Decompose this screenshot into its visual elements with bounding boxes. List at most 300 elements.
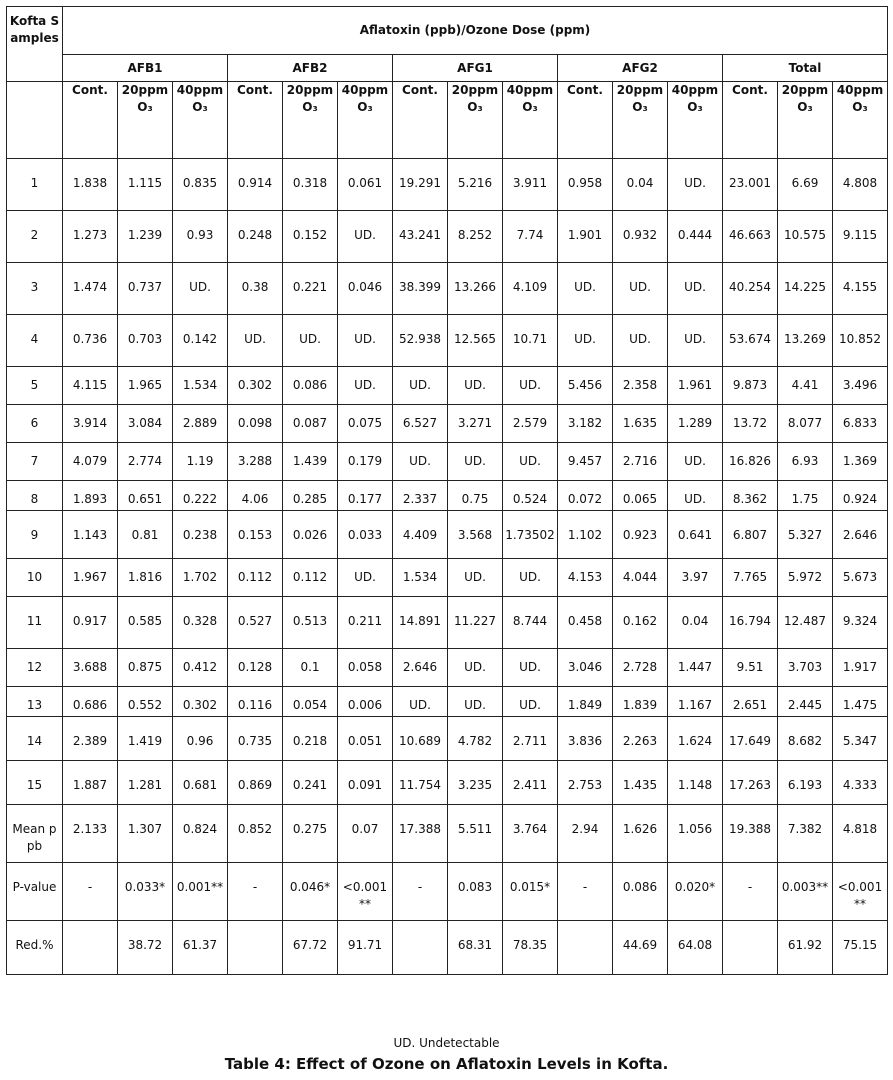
table-cell: 6.833 (833, 405, 888, 443)
table-cell: UD. (503, 687, 558, 717)
table-row (7, 597, 888, 649)
table-cell: 10.71 (503, 315, 558, 367)
sub-header: 20ppm O₃ (613, 82, 668, 159)
table-cell: 3.496 (833, 367, 888, 405)
table-cell: 0.328 (173, 597, 228, 649)
table-cell: 0.1 (283, 649, 338, 687)
table-cell: 4.782 (448, 717, 503, 761)
table-cell: 4.818 (833, 805, 888, 863)
table-cell: 0.412 (173, 649, 228, 687)
table-row (7, 443, 888, 481)
table-cell: 1.474 (63, 263, 118, 315)
table-cell: 0.075 (338, 405, 393, 443)
table-cell: 16.794 (723, 597, 778, 649)
table-cell: 6.93 (778, 443, 833, 481)
table-cell: 0.020* (668, 863, 723, 921)
sub-header: 40ppm O₃ (503, 82, 558, 159)
table-cell: 9.873 (723, 367, 778, 405)
table-cell: UD. (338, 211, 393, 263)
table-cell: 0.552 (118, 687, 173, 717)
table-cell: 1.961 (668, 367, 723, 405)
table-cell: 2.133 (63, 805, 118, 863)
table-cell: UD. (668, 315, 723, 367)
table-cell: 0.015* (503, 863, 558, 921)
table-cell: 0.585 (118, 597, 173, 649)
table-cell: 1.369 (833, 443, 888, 481)
corner-header: Kofta Samples (7, 7, 63, 82)
table-cell: 10.689 (393, 717, 448, 761)
table-cell: 14.891 (393, 597, 448, 649)
table-cell: UD. (338, 367, 393, 405)
table-cell: 9.457 (558, 443, 613, 481)
table-cell: 1.289 (668, 405, 723, 443)
table-cell: 1.419 (118, 717, 173, 761)
table-cell: 1.143 (63, 511, 118, 559)
row-label: 12 (7, 649, 63, 687)
table-row (7, 559, 888, 597)
table-cell: 40.254 (723, 263, 778, 315)
table-cell: UD. (668, 481, 723, 511)
table-cell: 0.686 (63, 687, 118, 717)
table-cell: 1.901 (558, 211, 613, 263)
table-cell: 7.382 (778, 805, 833, 863)
table-cell: UD. (448, 559, 503, 597)
table-cell: 0.924 (833, 481, 888, 511)
table-cell: 3.182 (558, 405, 613, 443)
table-cell: 0.086 (283, 367, 338, 405)
table-cell: - (558, 863, 613, 921)
group-header: AFG2 (558, 55, 723, 82)
table-cell: 12.565 (448, 315, 503, 367)
group-header: AFB1 (63, 55, 228, 82)
row-label: 11 (7, 597, 63, 649)
table-cell: 5.673 (833, 559, 888, 597)
table-cell: 0.153 (228, 511, 283, 559)
table-cell: 0.091 (338, 761, 393, 805)
row-label: 3 (7, 263, 63, 315)
table-cell: 1.887 (63, 761, 118, 805)
super-header: Aflatoxin (ppb)/Ozone Dose (ppm) (63, 7, 888, 55)
row-label: Mean ppb (7, 805, 63, 863)
group-header: Total (723, 55, 888, 82)
row-label: 10 (7, 559, 63, 597)
table-cell: 5.327 (778, 511, 833, 559)
table-cell: 0.875 (118, 649, 173, 687)
table-cell: 0.058 (338, 649, 393, 687)
table-cell: 10.575 (778, 211, 833, 263)
table-cell: 11.227 (448, 597, 503, 649)
table-cell: 0.248 (228, 211, 283, 263)
table-cell: 0.869 (228, 761, 283, 805)
table-cell: 0.003** (778, 863, 833, 921)
table-cell: 2.445 (778, 687, 833, 717)
table-cell: 0.641 (668, 511, 723, 559)
table-cell: UD. (448, 367, 503, 405)
table-cell: 4.41 (778, 367, 833, 405)
table-cell: 0.179 (338, 443, 393, 481)
table-cell: 0.065 (613, 481, 668, 511)
table-cell: 1.75 (778, 481, 833, 511)
table-cell: - (63, 863, 118, 921)
table-cell: 3.764 (503, 805, 558, 863)
table-cell: UD. (668, 263, 723, 315)
table-cell: 1.967 (63, 559, 118, 597)
table-cell: 16.826 (723, 443, 778, 481)
table-cell: UD. (558, 263, 613, 315)
table-cell: 0.736 (63, 315, 118, 367)
table-cell: UD. (558, 315, 613, 367)
table-cell: 0.93 (173, 211, 228, 263)
table-cell: 1.893 (63, 481, 118, 511)
table-cell: 78.35 (503, 921, 558, 975)
table-cell: 8.744 (503, 597, 558, 649)
table-cell: UD. (338, 315, 393, 367)
table-cell: 1.635 (613, 405, 668, 443)
sub-header: Cont. (63, 82, 118, 159)
table-cell: - (723, 863, 778, 921)
sub-header: Cont. (393, 82, 448, 159)
table-cell: 3.688 (63, 649, 118, 687)
table-cell: 0.285 (283, 481, 338, 511)
table-cell: 43.241 (393, 211, 448, 263)
table-cell: UD. (173, 263, 228, 315)
table-cell: 3.911 (503, 159, 558, 211)
table-row (7, 717, 888, 761)
table-cell: UD. (503, 559, 558, 597)
corner-header-spacer (7, 82, 63, 159)
table-cell: 1.307 (118, 805, 173, 863)
table-cell: 4.06 (228, 481, 283, 511)
table-cell: 0.527 (228, 597, 283, 649)
table-cell (558, 921, 613, 975)
row-label: 5 (7, 367, 63, 405)
sub-header: 40ppm O₃ (668, 82, 723, 159)
table-cell: 1.624 (668, 717, 723, 761)
table-cell: 0.072 (558, 481, 613, 511)
table-cell: 67.72 (283, 921, 338, 975)
table-cell: 1.447 (668, 649, 723, 687)
table-cell: 0.033 (338, 511, 393, 559)
table-cell: UD. (613, 263, 668, 315)
table-cell: 1.273 (63, 211, 118, 263)
table-cell: 0.275 (283, 805, 338, 863)
table-cell: <0.001** (833, 863, 888, 921)
table-row (7, 263, 888, 315)
table-cell: 0.923 (613, 511, 668, 559)
table-cell: 0.098 (228, 405, 283, 443)
table-cell: 0.087 (283, 405, 338, 443)
table-cell: 2.646 (833, 511, 888, 559)
table-cell: UD. (338, 559, 393, 597)
table-cell: 1.281 (118, 761, 173, 805)
table-row (7, 315, 888, 367)
table-cell: 19.388 (723, 805, 778, 863)
table-cell: 1.965 (118, 367, 173, 405)
table-cell: 2.579 (503, 405, 558, 443)
table-cell: 1.917 (833, 649, 888, 687)
table-cell: 0.241 (283, 761, 338, 805)
table-cell: 0.222 (173, 481, 228, 511)
table-cell: 0.04 (613, 159, 668, 211)
table-cell: 6.807 (723, 511, 778, 559)
table-cell: 0.318 (283, 159, 338, 211)
table-cell: 0.006 (338, 687, 393, 717)
row-label: Red.% (7, 921, 63, 975)
row-label: 1 (7, 159, 63, 211)
table-cell (228, 921, 283, 975)
table-cell: 6.193 (778, 761, 833, 805)
table-cell: 3.271 (448, 405, 503, 443)
sub-header: 40ppm O₃ (833, 82, 888, 159)
table-cell: 0.083 (448, 863, 503, 921)
table-cell: UD. (668, 443, 723, 481)
sub-header: Cont. (558, 82, 613, 159)
sub-header: Cont. (723, 82, 778, 159)
table-cell: 0.81 (118, 511, 173, 559)
table-cell: 2.358 (613, 367, 668, 405)
row-label: 7 (7, 443, 63, 481)
row-label: 13 (7, 687, 63, 717)
table-cell: UD. (668, 159, 723, 211)
table-cell: 5.216 (448, 159, 503, 211)
table-cell: 14.225 (778, 263, 833, 315)
table-cell: 13.72 (723, 405, 778, 443)
table-cell: 3.046 (558, 649, 613, 687)
table-cell: 3.97 (668, 559, 723, 597)
table-cell: 17.263 (723, 761, 778, 805)
table-row (7, 687, 888, 717)
table-cell: 4.115 (63, 367, 118, 405)
table-cell: 2.711 (503, 717, 558, 761)
table-cell: 1.702 (173, 559, 228, 597)
table-cell: 0.086 (613, 863, 668, 921)
table-cell: 19.291 (393, 159, 448, 211)
table-cell: 0.033* (118, 863, 173, 921)
table-cell: 4.079 (63, 443, 118, 481)
table-row (7, 511, 888, 559)
table-cell: 0.177 (338, 481, 393, 511)
table-cell: 4.109 (503, 263, 558, 315)
table-cell: 6.69 (778, 159, 833, 211)
table-cell: 1.056 (668, 805, 723, 863)
table-cell (63, 921, 118, 975)
table-cell: 0.026 (283, 511, 338, 559)
table-cell: 1.102 (558, 511, 613, 559)
sub-header: 20ppm O₃ (448, 82, 503, 159)
table-cell: UD. (393, 443, 448, 481)
group-header: AFB2 (228, 55, 393, 82)
table-cell: 6.527 (393, 405, 448, 443)
table-cell: 0.444 (668, 211, 723, 263)
table-cell: 10.852 (833, 315, 888, 367)
table-cell: 17.649 (723, 717, 778, 761)
table-cell: 0.116 (228, 687, 283, 717)
table-cell: 0.458 (558, 597, 613, 649)
table-cell: 3.703 (778, 649, 833, 687)
table-cell: 4.409 (393, 511, 448, 559)
row-label: 14 (7, 717, 63, 761)
table-row (7, 211, 888, 263)
table-cell: 0.737 (118, 263, 173, 315)
table-cell: UD. (448, 649, 503, 687)
table-cell: 8.682 (778, 717, 833, 761)
table-cell: 0.218 (283, 717, 338, 761)
table-cell: 1.849 (558, 687, 613, 717)
table-cell: 1.475 (833, 687, 888, 717)
table-cell (723, 921, 778, 975)
table-cell: 64.08 (668, 921, 723, 975)
table-cell: UD. (503, 443, 558, 481)
table-cell: 0.152 (283, 211, 338, 263)
table-caption: Table 4: Effect of Ozone on Aflatoxin Levels in Kofta. (224, 1055, 669, 1073)
table-cell: UD. (448, 687, 503, 717)
row-label: P-value (7, 863, 63, 921)
table-cell: UD. (503, 649, 558, 687)
table-cell: 12.487 (778, 597, 833, 649)
table-cell: 1.626 (613, 805, 668, 863)
table-cell: 1.148 (668, 761, 723, 805)
row-label: 6 (7, 405, 63, 443)
table-cell: 0.302 (173, 687, 228, 717)
table-cell: 0.703 (118, 315, 173, 367)
table-cell: 13.266 (448, 263, 503, 315)
table-cell: 2.411 (503, 761, 558, 805)
table-cell: 53.674 (723, 315, 778, 367)
table-cell: 4.153 (558, 559, 613, 597)
table-cell: 0.128 (228, 649, 283, 687)
sub-header: 40ppm O₃ (173, 82, 228, 159)
table-row (7, 863, 888, 921)
row-label: 8 (7, 481, 63, 511)
table-cell: 1.838 (63, 159, 118, 211)
table-cell: 2.94 (558, 805, 613, 863)
table-cell: 2.728 (613, 649, 668, 687)
table-cell: 0.651 (118, 481, 173, 511)
table-cell: - (228, 863, 283, 921)
table-cell: 0.238 (173, 511, 228, 559)
table-cell: 4.155 (833, 263, 888, 315)
table-cell: 2.337 (393, 481, 448, 511)
table-cell: 91.71 (338, 921, 393, 975)
table-cell: 38.72 (118, 921, 173, 975)
table-cell: 0.054 (283, 687, 338, 717)
table-row (7, 761, 888, 805)
table-cell: 2.753 (558, 761, 613, 805)
table-cell: 1.239 (118, 211, 173, 263)
table-cell: 3.235 (448, 761, 503, 805)
table-row (7, 159, 888, 211)
table-cell: 2.646 (393, 649, 448, 687)
table-cell: 17.388 (393, 805, 448, 863)
table-cell: 46.663 (723, 211, 778, 263)
table-cell: 61.37 (173, 921, 228, 975)
table-cell: 0.211 (338, 597, 393, 649)
table-cell: 23.001 (723, 159, 778, 211)
table-cell: 44.69 (613, 921, 668, 975)
table-cell: 68.31 (448, 921, 503, 975)
table-cell: 9.115 (833, 211, 888, 263)
table-cell: 0.932 (613, 211, 668, 263)
row-label: 15 (7, 761, 63, 805)
table-cell: 0.112 (228, 559, 283, 597)
table-row (7, 367, 888, 405)
table-cell: 0.142 (173, 315, 228, 367)
sub-header: 20ppm O₃ (778, 82, 833, 159)
table-cell: UD. (448, 443, 503, 481)
table-cell: 0.681 (173, 761, 228, 805)
table-cell: 0.07 (338, 805, 393, 863)
sub-header: 40ppm O₃ (338, 82, 393, 159)
table-cell: 0.061 (338, 159, 393, 211)
table-cell: - (393, 863, 448, 921)
table-cell: 0.917 (63, 597, 118, 649)
table-cell: 1.167 (668, 687, 723, 717)
group-header: AFG1 (393, 55, 558, 82)
table-cell: 75.15 (833, 921, 888, 975)
table-cell: 3.836 (558, 717, 613, 761)
table-cell: 0.524 (503, 481, 558, 511)
table-cell: 1.73502 (503, 511, 558, 559)
table-cell: 0.046* (283, 863, 338, 921)
table-cell: 13.269 (778, 315, 833, 367)
table-cell: 61.92 (778, 921, 833, 975)
row-label: 2 (7, 211, 63, 263)
table-cell: 0.914 (228, 159, 283, 211)
sub-header: Cont. (228, 82, 283, 159)
table-cell: <0.001** (338, 863, 393, 921)
table-row (7, 649, 888, 687)
table-cell: 38.399 (393, 263, 448, 315)
table-cell: 4.808 (833, 159, 888, 211)
table-cell: 9.324 (833, 597, 888, 649)
table-cell: 5.972 (778, 559, 833, 597)
table-cell: 11.754 (393, 761, 448, 805)
table-cell: 5.456 (558, 367, 613, 405)
table-row (7, 405, 888, 443)
table-cell: 2.774 (118, 443, 173, 481)
footnote: UD. Undetectable (393, 1036, 500, 1050)
table-cell: 2.263 (613, 717, 668, 761)
table-cell: 1.816 (118, 559, 173, 597)
table-cell: 0.162 (613, 597, 668, 649)
sub-header: 20ppm O₃ (283, 82, 338, 159)
table-cell: 1.439 (283, 443, 338, 481)
table-cell: 9.51 (723, 649, 778, 687)
table-cell: 3.914 (63, 405, 118, 443)
table-cell: 0.046 (338, 263, 393, 315)
table-cell: 4.333 (833, 761, 888, 805)
table-cell: 0.001** (173, 863, 228, 921)
table-cell: UD. (613, 315, 668, 367)
table-cell: 0.824 (173, 805, 228, 863)
table-cell: 1.19 (173, 443, 228, 481)
table-cell: 0.735 (228, 717, 283, 761)
table-cell: 2.889 (173, 405, 228, 443)
table-cell: 1.839 (613, 687, 668, 717)
table-cell (393, 921, 448, 975)
table-cell: 3.568 (448, 511, 503, 559)
table-cell: 1.534 (173, 367, 228, 405)
table-cell: UD. (393, 687, 448, 717)
table-cell: 0.051 (338, 717, 393, 761)
table-cell: UD. (283, 315, 338, 367)
table-cell: 2.651 (723, 687, 778, 717)
table-cell: 3.288 (228, 443, 283, 481)
table-cell: 0.958 (558, 159, 613, 211)
table-cell: 8.077 (778, 405, 833, 443)
table-cell: 0.96 (173, 717, 228, 761)
table-row (7, 805, 888, 863)
